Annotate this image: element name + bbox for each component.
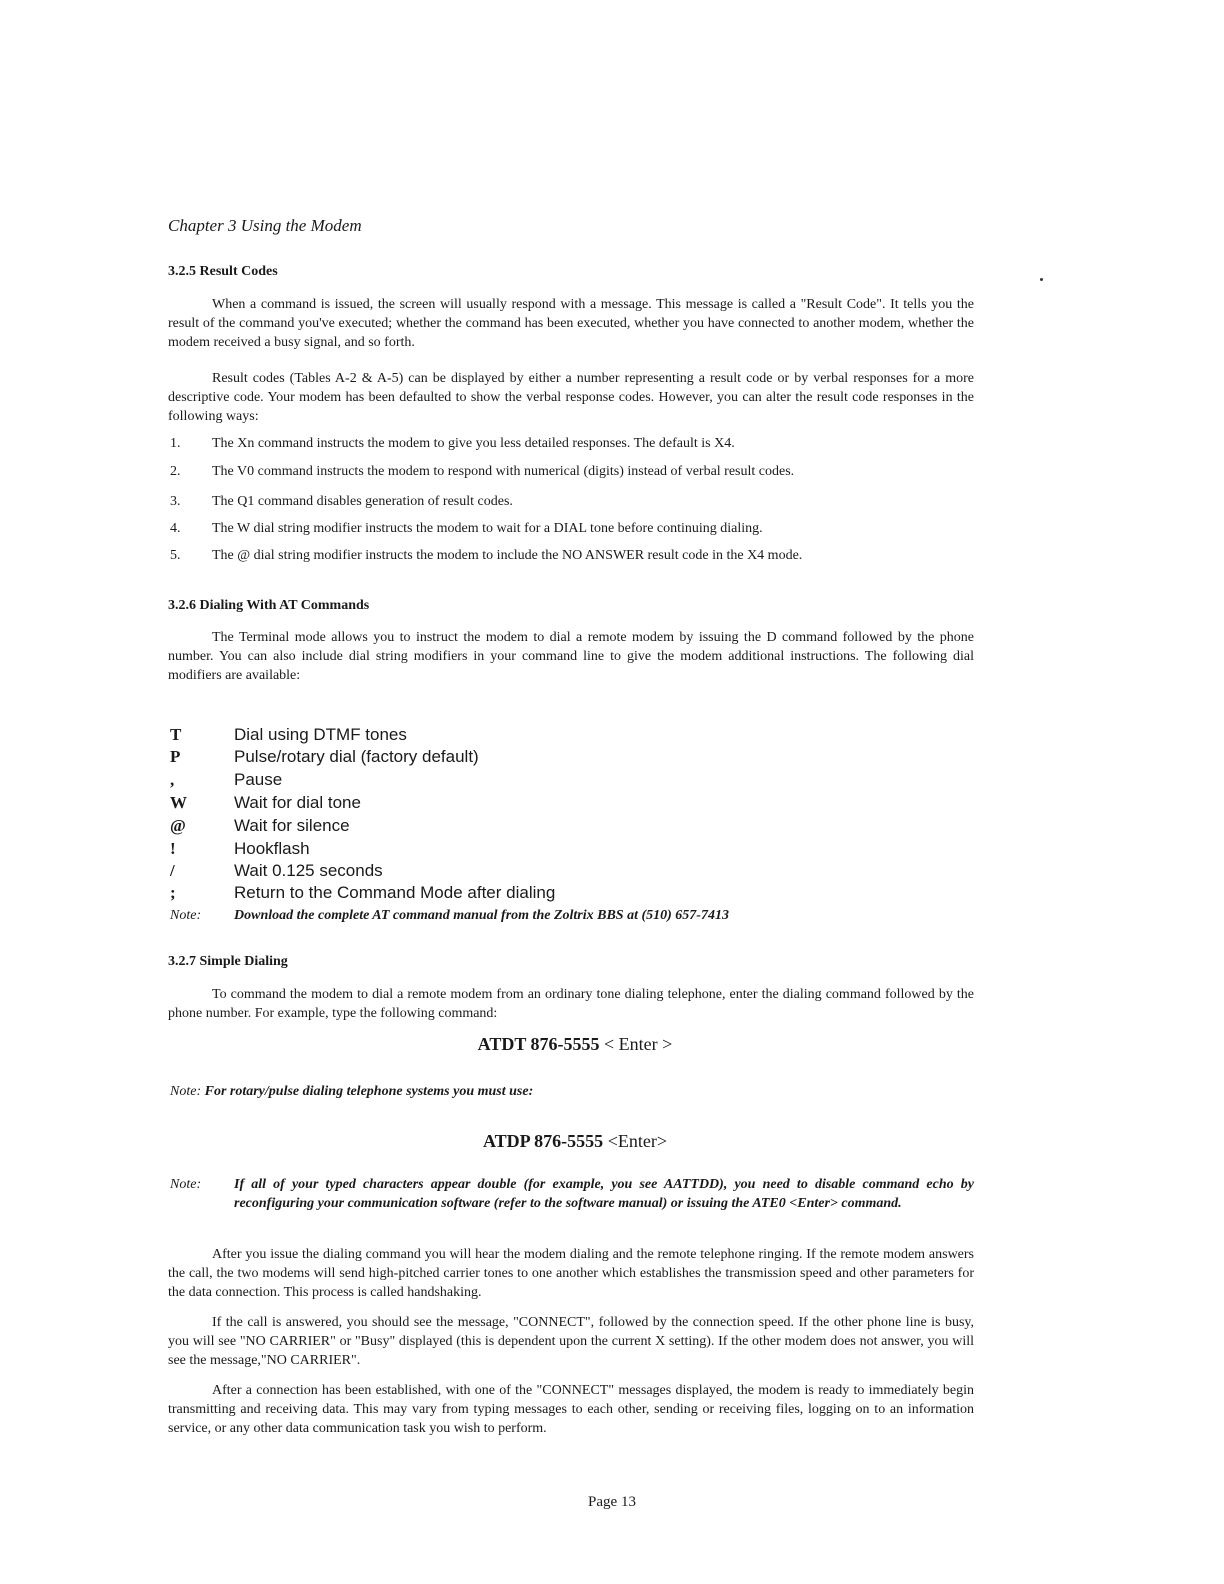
- paragraph: After a connection has been established, with one of the "CONNECT" messages displayed, the modem is ready to immediately begin transmitting and receiving data. This may vary from typing messages to each other, sending or receiving files, logging on to an information service, or any other data communication task you wish to perform.: [168, 1383, 974, 1436]
- list-number: 5.: [170, 548, 181, 563]
- list-text: The W dial string modifier instructs the modem to wait for a DIAL tone before continuing dialing.: [212, 521, 763, 536]
- note-text: If all of your typed characters appear double (for example, you see AATTDD), you need to disable command echo by reconfiguring your communication software (refer to the software manual) or issuing the ATE0 <Enter> command.: [234, 1177, 974, 1211]
- command-key: <Enter>: [603, 1131, 667, 1151]
- command-key: < Enter >: [599, 1034, 673, 1054]
- list-number: 1.: [170, 436, 181, 451]
- modifier-symbol: P: [170, 747, 181, 766]
- list-number: 3.: [170, 494, 181, 509]
- modifier-description: Wait 0.125 seconds: [234, 861, 383, 880]
- note-label: Note:: [170, 1084, 202, 1099]
- modifier-symbol: ;: [170, 883, 176, 902]
- list-text: The @ dial string modifier instructs the modem to include the NO ANSWER result code in the X4 mode.: [212, 548, 803, 563]
- paragraph: To command the modem to dial a remote modem from an ordinary tone dialing telephone, enter the dialing command followed by the phone number. For example, type the following command:: [168, 987, 974, 1021]
- paragraph: After you issue the dialing command you will hear the modem dialing and the remote telephone ringing. If the remote modem answers the call, the two modems will send high-pitched carrier tones to one another which establishes the transmission speed and other parameters for the data connection. This process is called handshaking.: [168, 1247, 974, 1300]
- modifier-description: Dial using DTMF tones: [234, 725, 407, 744]
- command-example-pulse: [0, 1131, 1150, 1152]
- command-text: ATDT 876-5555: [477, 1034, 600, 1054]
- modifier-symbol: @: [170, 816, 186, 835]
- command-text: ATDP 876-5555: [483, 1131, 604, 1151]
- scan-speck: [1040, 278, 1043, 281]
- note-text: Download the complete AT command manual from the Zoltrix BBS at (510) 657-7413: [234, 908, 729, 923]
- modifier-symbol: ,: [170, 770, 175, 789]
- modifier-description: Wait for dial tone: [234, 793, 361, 812]
- list-text: The V0 command instructs the modem to respond with numerical (digits) instead of verbal result codes.: [212, 464, 795, 479]
- list-number: 2.: [170, 464, 181, 479]
- note-label: Note:: [170, 908, 202, 923]
- note-label: Note:: [170, 1177, 202, 1192]
- page-number: Page 13: [588, 1494, 636, 1510]
- modifier-symbol: !: [170, 839, 176, 858]
- note-text: For rotary/pulse dialing telephone systems you must use:: [201, 1084, 534, 1099]
- section-heading-result-codes: 3.2.5 Result Codes: [168, 264, 278, 279]
- modifier-symbol: /: [170, 861, 175, 880]
- section-heading-simple-dialing: 3.2.7 Simple Dialing: [168, 954, 288, 969]
- modifier-symbol: W: [170, 793, 187, 812]
- command-example-tone: [0, 1034, 1150, 1055]
- note-rotary: [170, 1084, 533, 1100]
- chapter-title: Chapter 3 Using the Modem: [168, 216, 362, 235]
- modifier-description: Pause: [234, 770, 283, 789]
- list-text: The Q1 command disables generation of result codes.: [212, 494, 513, 509]
- list-number: 4.: [170, 521, 181, 536]
- list-text: The Xn command instructs the modem to give you less detailed responses. The default is X4.: [212, 436, 735, 451]
- section-heading-dialing-at-commands: 3.2.6 Dialing With AT Commands: [168, 598, 370, 613]
- modifier-description: Wait for silence: [234, 816, 350, 835]
- modifier-description: Return to the Command Mode after dialing: [234, 883, 556, 902]
- paragraph: When a command is issued, the screen will usually respond with a message. This message is called a "Result Code". It tells you the result of the command you've executed; whether the command has been executed, whether you have connected to another modem, whether the modem received a busy signal, and so forth.: [168, 297, 974, 350]
- paragraph: If the call is answered, you should see the message, "CONNECT", followed by the connection speed. If the other phone line is busy, you will see "NO CARRIER" or "Busy" displayed (this is dependent upon the current X setting). If the other modem does not answer, you will see the message,"NO CARRIER".: [168, 1315, 974, 1368]
- modifier-description: Hookflash: [234, 839, 310, 858]
- modifier-description: Pulse/rotary dial (factory default): [234, 747, 479, 766]
- modifier-symbol: T: [170, 725, 182, 744]
- paragraph: The Terminal mode allows you to instruct the modem to dial a remote modem by issuing the D command followed by the phone number. You can also include dial string modifiers in your command line to give the modem additional instructions. The following dial modifiers are available:: [168, 630, 974, 683]
- paragraph: Result codes (Tables A-2 & A-5) can be displayed by either a number representing a result code or by verbal responses for a more descriptive code. Your modem has been defaulted to show the verbal response codes. However, you can alter the result code responses in the following ways:: [168, 371, 974, 424]
